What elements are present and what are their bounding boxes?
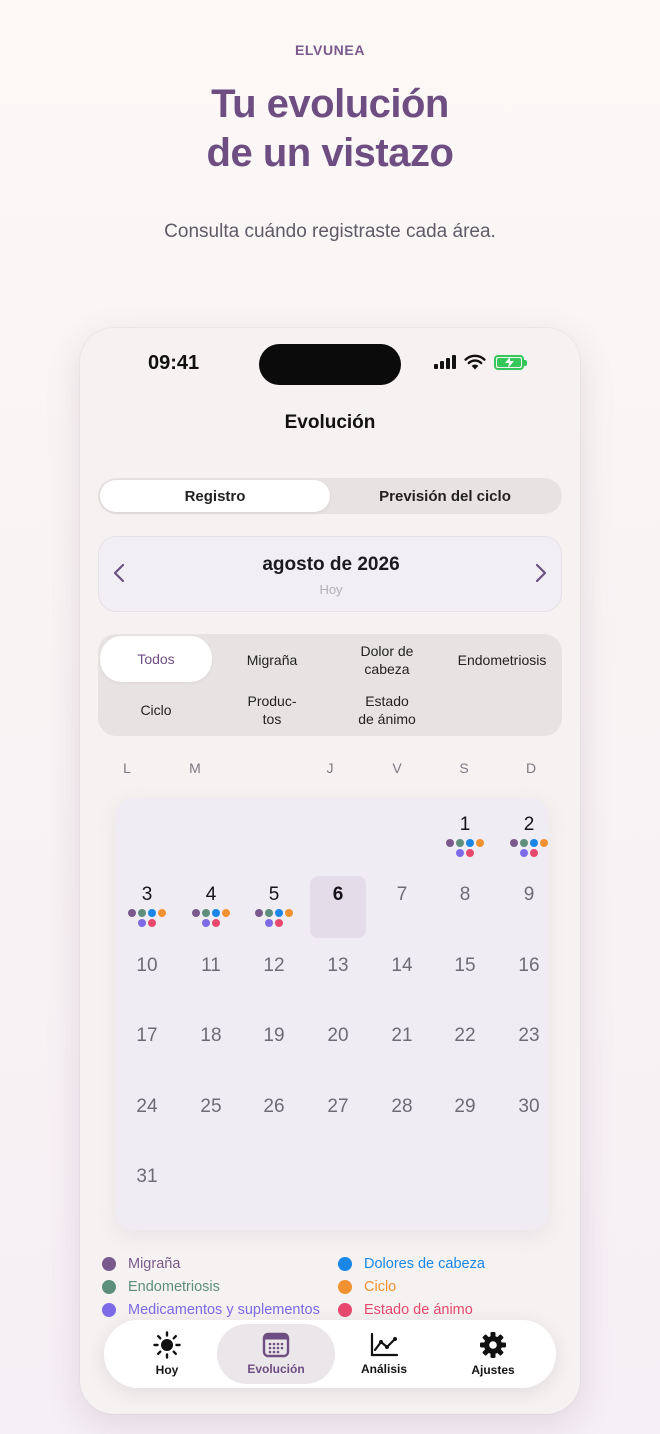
calendar-day[interactable] (246, 1088, 302, 1150)
tab-hoy-label: Hoy (155, 1363, 179, 1377)
calendar-day-number: 22 (454, 1025, 476, 1046)
tab-hoy[interactable] (108, 1324, 226, 1384)
calendar-day-number: 18 (200, 1025, 222, 1046)
brand-label: ELVUNEA (294, 42, 366, 58)
entry-dots (255, 909, 293, 917)
entry-dot (148, 919, 156, 927)
entry-dot (466, 849, 474, 857)
entry-dot (212, 909, 220, 917)
view-segmented-control (98, 478, 562, 514)
calendar-day[interactable] (310, 1017, 366, 1079)
legend-item (102, 1256, 180, 1272)
entry-dot (192, 909, 200, 917)
calendar-day[interactable] (437, 1088, 493, 1150)
entry-dots (510, 839, 548, 847)
entry-dot (520, 839, 528, 847)
filter-productos[interactable]: Produc- tos (247, 693, 297, 727)
calendar-day[interactable] (437, 806, 493, 868)
legend-swatch (102, 1280, 116, 1294)
legend-item (338, 1279, 396, 1295)
filter-dolor-de-cabeza[interactable] (331, 637, 443, 683)
legend-label: Migraña (128, 1256, 181, 1272)
calendar-day-number: 1 (459, 814, 471, 835)
calendar-icon (262, 1332, 290, 1358)
calendar-day-number: 7 (396, 884, 408, 905)
entry-dots (138, 919, 156, 927)
entry-dots (456, 849, 474, 857)
legend-label: Dolores de cabeza (364, 1256, 485, 1272)
calendar-day-number: 4 (205, 884, 217, 905)
entry-dot (446, 839, 454, 847)
tab-evolucion[interactable] (217, 1324, 335, 1384)
entry-dot (510, 839, 518, 847)
phone-frame (80, 328, 580, 1414)
calendar-day-number: 26 (263, 1096, 285, 1117)
calendar-day-number: 24 (136, 1096, 158, 1117)
legend-swatch (338, 1280, 352, 1294)
entry-dot (456, 849, 464, 857)
calendar-day[interactable] (183, 876, 239, 938)
calendar-day[interactable] (119, 1158, 175, 1220)
calendar-day-number: 17 (136, 1025, 158, 1046)
calendar-day-number: 30 (518, 1096, 540, 1117)
entry-dot (456, 839, 464, 847)
filter-endometriosis[interactable]: Endometriosis (457, 652, 547, 668)
tab-analisis-label: Análisis (360, 1362, 408, 1376)
headline-line-2: de un vistazo (206, 131, 454, 175)
legend-label: Endometriosis (128, 1279, 220, 1295)
entry-dot (265, 919, 273, 927)
entry-dot (285, 909, 293, 917)
calendar-day-number: 20 (327, 1025, 349, 1046)
calendar-day-number: 14 (391, 955, 413, 976)
tab-analisis[interactable] (325, 1324, 443, 1384)
chart-icon (369, 1332, 399, 1358)
segment-prevision-ciclo[interactable]: Previsión del ciclo (379, 487, 511, 505)
headline (0, 80, 660, 178)
calendar-day[interactable] (437, 947, 493, 1009)
calendar-day[interactable] (374, 947, 430, 1009)
today-link[interactable]: Hoy (319, 582, 343, 597)
entry-dot (275, 919, 283, 927)
status-icons (434, 354, 524, 370)
filter-ciclo[interactable]: Ciclo (140, 702, 172, 718)
calendar-day[interactable] (119, 947, 175, 1009)
entry-dot (138, 909, 146, 917)
legend-item (338, 1302, 473, 1318)
legend-item (102, 1302, 320, 1318)
calendar-day-number: 16 (518, 955, 540, 976)
next-month-chevron-icon[interactable] (535, 563, 547, 583)
cellular-signal-icon (434, 355, 456, 369)
entry-dots (128, 909, 166, 917)
entry-dot (265, 909, 273, 917)
calendar-day-number: 11 (201, 955, 221, 976)
legend-swatch (338, 1303, 352, 1317)
calendar-day-number: 12 (263, 955, 285, 976)
status-time: 09:41 (148, 352, 200, 374)
weekday-s: S (459, 760, 469, 776)
legend-label: Ciclo (364, 1279, 397, 1295)
entry-dot (540, 839, 548, 847)
calendar-day-number: 28 (391, 1096, 413, 1117)
calendar-day[interactable] (437, 1017, 493, 1079)
entry-dot (255, 909, 263, 917)
entry-dot (530, 839, 538, 847)
entry-dots (520, 849, 538, 857)
entry-dots (192, 909, 230, 917)
calendar-day[interactable] (246, 1017, 302, 1079)
month-navigator (98, 536, 562, 612)
calendar-day-number: 19 (263, 1025, 285, 1046)
calendar-day[interactable] (119, 1088, 175, 1150)
entry-dot (202, 919, 210, 927)
calendar-day-number: 15 (454, 955, 476, 976)
calendar-day-number: 13 (327, 955, 349, 976)
calendar-day[interactable] (374, 1088, 430, 1150)
tab-bar (104, 1320, 556, 1388)
calendar-day[interactable] (310, 1088, 366, 1150)
entry-dots (265, 919, 283, 927)
legend-item (338, 1256, 485, 1272)
filter-todos[interactable]: Todos (100, 636, 212, 682)
calendar-day[interactable] (437, 876, 493, 938)
weekday-j: J (326, 760, 334, 776)
entry-dots (446, 839, 484, 847)
battery-icon (494, 355, 524, 370)
screen-title: Evolución (284, 412, 376, 433)
calendar-day[interactable] (501, 947, 557, 1009)
calendar-day-number: 5 (268, 884, 280, 905)
calendar-day-number: 23 (518, 1025, 540, 1046)
entry-dot (466, 839, 474, 847)
month-title: agosto de 2026 (262, 554, 400, 575)
weekday-d: D (525, 760, 537, 776)
weekday-header (80, 760, 580, 780)
calendar-day-number: 25 (200, 1096, 222, 1117)
calendar-day[interactable] (374, 1017, 430, 1079)
calendar-day[interactable] (501, 876, 557, 938)
tab-evolucion-label: Evolución (247, 1362, 305, 1376)
calendar-day[interactable] (119, 1017, 175, 1079)
category-filters (98, 634, 562, 736)
entry-dot (148, 909, 156, 917)
filter-migrana[interactable]: Migraña (246, 652, 298, 668)
calendar-day[interactable] (246, 947, 302, 1009)
calendar-day-number: 27 (327, 1096, 349, 1117)
calendar-day[interactable] (246, 876, 302, 938)
entry-dot (520, 849, 528, 857)
legend-swatch (102, 1303, 116, 1317)
entry-dot (222, 909, 230, 917)
gear-icon (479, 1331, 507, 1359)
entry-dot (476, 839, 484, 847)
entry-dot (275, 909, 283, 917)
calendar-day[interactable] (501, 806, 557, 868)
calendar-day[interactable] (501, 1088, 557, 1150)
weekday-l: L (123, 760, 131, 776)
calendar-day-number: 9 (523, 884, 535, 905)
legend-swatch (338, 1257, 352, 1271)
filter-estado-de-animo[interactable]: Estado de ánimo (358, 693, 416, 727)
calendar-day[interactable] (183, 947, 239, 1009)
calendar-day-number: 3 (141, 884, 153, 905)
tab-ajustes[interactable] (434, 1324, 552, 1384)
calendar-day-number: 8 (459, 884, 471, 905)
entry-dot (530, 849, 538, 857)
tab-ajustes-label: Ajustes (471, 1363, 515, 1377)
sun-icon (153, 1331, 181, 1359)
entry-dots (202, 919, 220, 927)
calendar-day-number: 21 (391, 1025, 413, 1046)
calendar-day[interactable] (501, 1017, 557, 1079)
legend-label: Medicamentos y suplementos (128, 1302, 320, 1318)
calendar-day[interactable] (183, 1017, 239, 1079)
calendar-day-number: 2 (523, 814, 535, 835)
legend-item (102, 1279, 220, 1295)
calendar-day[interactable] (183, 1088, 239, 1150)
dynamic-island (259, 344, 401, 385)
weekday-m: M (189, 760, 201, 776)
headline-line-1: Tu evolución (211, 82, 449, 126)
wifi-icon (464, 354, 486, 370)
weekday-v: V (392, 760, 402, 776)
subtitle: Consulta cuándo registraste cada área. (164, 221, 496, 242)
segment-registro[interactable]: Registro (100, 480, 330, 512)
entry-dot (212, 919, 220, 927)
calendar-day-number: 10 (136, 955, 158, 976)
legend-swatch (102, 1257, 116, 1271)
calendar-day[interactable] (310, 876, 366, 938)
entry-dot (138, 919, 146, 927)
entry-dot (158, 909, 166, 917)
calendar-day-number: 31 (136, 1166, 158, 1187)
calendar-day[interactable] (119, 876, 175, 938)
calendar-day[interactable] (374, 876, 430, 938)
calendar-day[interactable] (310, 947, 366, 1009)
entry-dot (128, 909, 136, 917)
calendar-grid (116, 798, 548, 1230)
entry-dot (202, 909, 210, 917)
calendar-day-number: 6 (332, 884, 344, 905)
legend-label: Estado de ánimo (364, 1302, 473, 1318)
filter-dolor-de-cabeza-label: Dolor de cabeza (360, 643, 414, 677)
calendar-day-number: 29 (454, 1096, 476, 1117)
